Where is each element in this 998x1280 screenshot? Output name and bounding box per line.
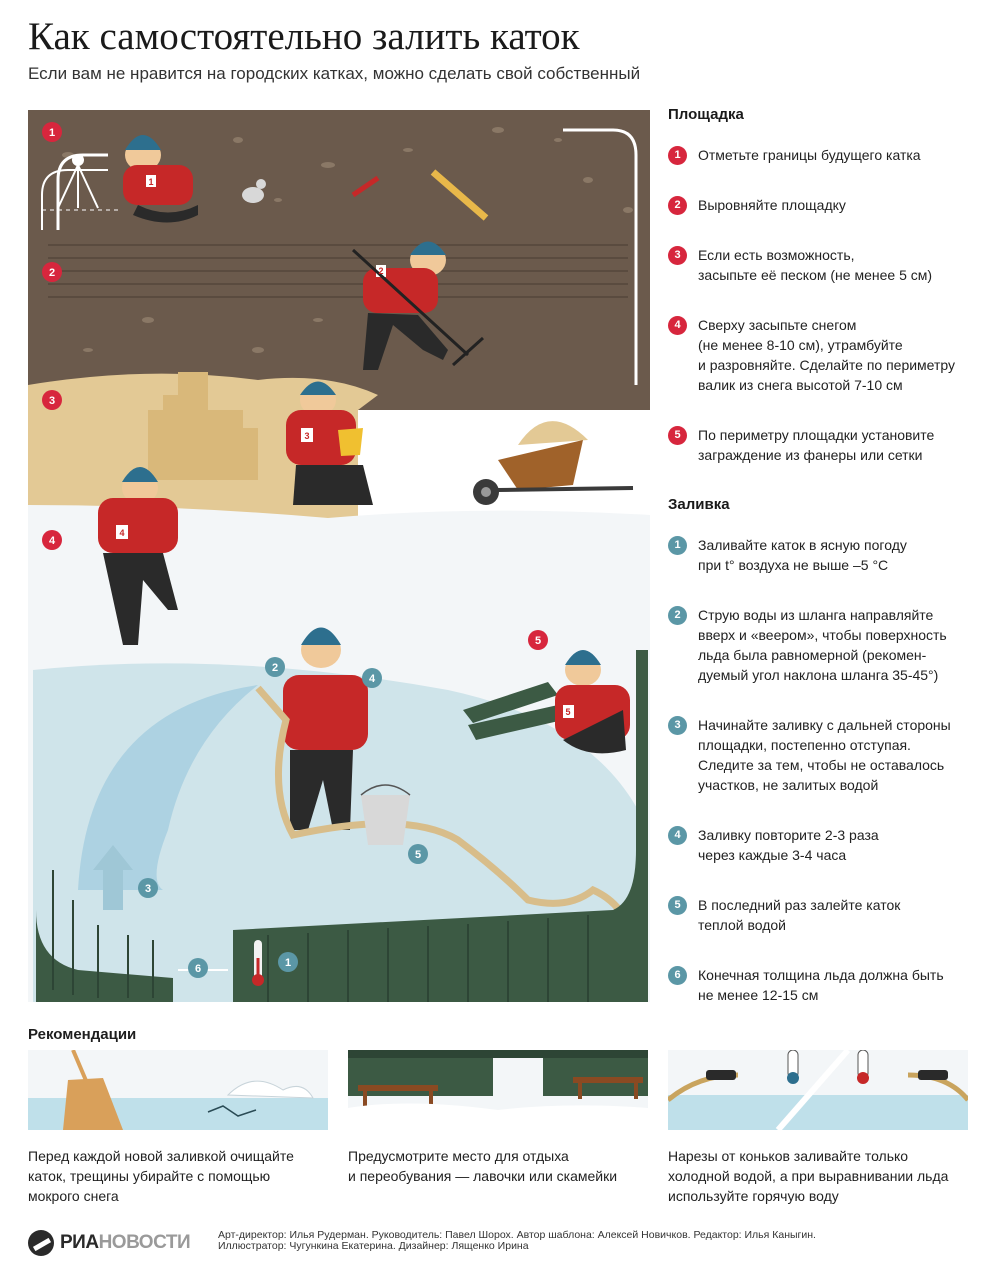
fill-step-3: 3 Начинайте заливку с дальней стороны площадки, постепенно отступая. Следите за тем, чтобы не оставалось участков, не залитых водой <box>668 715 978 795</box>
svg-text:1: 1 <box>148 177 154 187</box>
site-step-5: 5 По периметру площадки установите заграждение из фанеры или сетки <box>668 425 978 465</box>
svg-text:3: 3 <box>144 883 152 895</box>
svg-text:5: 5 <box>414 849 422 861</box>
section-site-heading: Площадка <box>668 106 744 123</box>
soil-area <box>28 110 650 410</box>
rec-text-3: Нарезы от коньков заливайте только холодной водой, а при выравнивании льда используйте горячую воду <box>668 1148 949 1204</box>
svg-text:2: 2 <box>378 266 384 276</box>
svg-text:4: 4 <box>48 535 56 547</box>
ria-logo[interactable]: РИА НОВОСТИ <box>28 1229 190 1257</box>
svg-text:4: 4 <box>119 528 125 538</box>
rec-image-water <box>668 1050 968 1130</box>
fill-step-5: 5 В последний раз залейте каток теплой водой <box>668 895 978 935</box>
svg-text:3: 3 <box>48 395 56 407</box>
svg-text:1: 1 <box>284 957 292 969</box>
site-step-3: 3 Если есть возможность, засыпьте её песком (не менее 5 см) <box>668 245 978 285</box>
svg-text:4: 4 <box>368 673 376 685</box>
svg-text:2: 2 <box>48 267 56 279</box>
svg-text:5: 5 <box>565 707 571 717</box>
section-filling-heading: Заливка <box>668 496 730 513</box>
rec-text-1: Перед каждой новой заливкой очищайте каток, трещины убирайте с помощью мокрого снега <box>28 1148 294 1204</box>
svg-text:1: 1 <box>48 127 56 139</box>
site-step-1: 1 Отметьте границы будущего катка <box>668 145 978 165</box>
site-step-2: 2 Выровняйте площадку <box>668 195 978 215</box>
svg-text:6: 6 <box>194 963 202 975</box>
site-step-4: 4 Сверху засыпьте снегом (не менее 8-10 см), утрамбуйте и разровняйте. Сделайте по периметру валик из снега высотой 7-10 см <box>668 315 978 395</box>
ria-logo-icon <box>28 1230 54 1256</box>
credits: Арт-директор: Илья Рудерман. Руководитель: Павел Шорох. Автор шаблона: Алексей Новичков. Редактор: Илья Каныгин. Иллюстратор: Чугункина Екатерина. Дизайнер: Лященко Ирина <box>218 1229 816 1252</box>
recommendations-heading: Рекомендации <box>28 1026 137 1043</box>
fill-step-4: 4 Заливку повторите 2-3 раза через каждые 3-4 часа <box>668 825 978 865</box>
bucket-icon <box>338 428 363 456</box>
fill-step-1: 1 Заливайте каток в ясную погоду при t° воздуха не выше –5 °C <box>668 535 978 575</box>
svg-text:5: 5 <box>534 635 542 647</box>
wheelbarrow-icon <box>473 440 633 505</box>
rec-image-cleaning <box>28 1050 328 1130</box>
page-title: Как самостоятельно залить каток <box>28 15 580 58</box>
svg-text:3: 3 <box>304 431 310 441</box>
fill-step-2: 2 Струю воды из шланга направляйте вверх и «веером», чтобы поверхность льда была равномерной (рекомен- дуемый угол наклона шланга 35-45°) <box>668 605 978 685</box>
main-illustration <box>28 110 650 1002</box>
rec-image-bench <box>348 1050 648 1130</box>
fill-step-6: 6 Конечная толщина льда должна быть не менее 12-15 см <box>668 965 978 1005</box>
svg-text:2: 2 <box>271 662 279 674</box>
rec-text-2: Предусмотрите место для отдыха и переобувания — лавочки или скамейки <box>348 1148 618 1184</box>
page-subtitle: Если вам не нравится на городских катках, можно сделать свой собственный <box>28 64 641 83</box>
